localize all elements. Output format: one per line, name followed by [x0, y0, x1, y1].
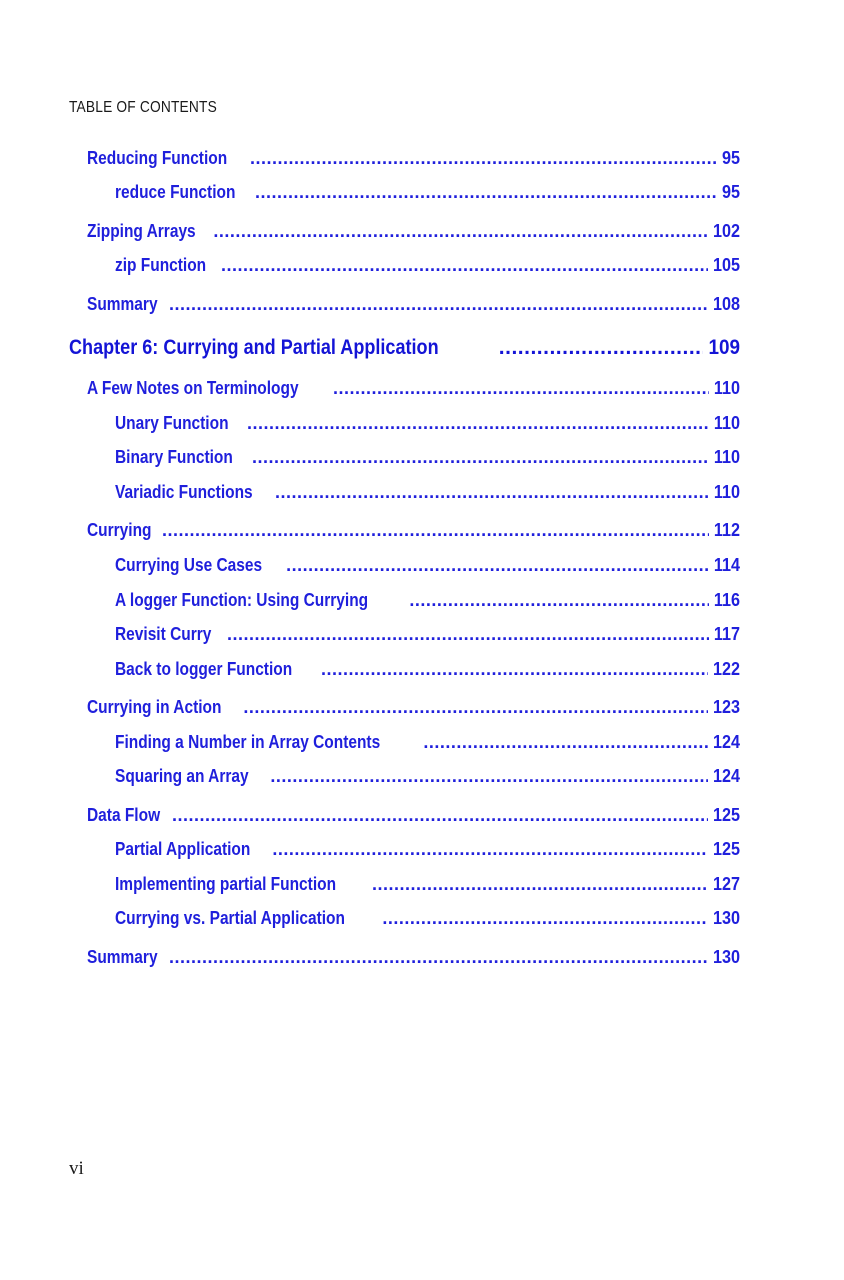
dot-leader	[162, 519, 709, 541]
toc-entry[interactable]	[87, 293, 740, 315]
toc-entry-title: Squaring an Array	[115, 766, 249, 786]
dot-leader	[255, 181, 718, 203]
toc-entry[interactable]	[87, 377, 740, 399]
dot-leader	[250, 147, 718, 169]
toc-entry-title: Currying Use Cases	[115, 555, 263, 575]
toc-entry[interactable]	[87, 147, 740, 169]
toc-entry-page: 109	[708, 336, 740, 359]
toc-entry-title: Reducing Function	[87, 148, 228, 168]
page-number: vi	[69, 1158, 84, 1179]
toc-entry-page: 112	[713, 520, 740, 540]
toc-entry-page: 110	[713, 482, 740, 502]
toc-entry-title: Back to logger Function	[115, 659, 293, 679]
dot-leader	[409, 589, 709, 611]
toc-entry-title: Revisit Curry	[115, 624, 212, 644]
toc-entry-title: Chapter 6: Currying and Partial Application	[69, 336, 439, 359]
toc-entry[interactable]	[115, 658, 740, 680]
toc-entry[interactable]	[115, 731, 740, 753]
toc-entry[interactable]	[115, 589, 740, 611]
toc-entry-title: Partial Application	[115, 839, 251, 859]
toc-entry[interactable]	[115, 254, 740, 276]
toc-entry-title: Zipping Arrays	[87, 221, 196, 241]
dot-leader	[221, 254, 708, 276]
toc-entry-page: 117	[713, 624, 740, 644]
dot-leader	[423, 731, 708, 753]
dot-leader	[252, 446, 709, 468]
dot-leader	[227, 623, 709, 645]
dot-leader	[243, 696, 708, 718]
toc-entry-page: 122	[712, 659, 740, 679]
toc-entry-title: Unary Function	[115, 413, 229, 433]
toc-entry-title: A Few Notes on Terminology	[87, 378, 299, 398]
toc-entry[interactable]	[115, 446, 740, 468]
toc-entry-page: 95	[721, 148, 740, 168]
toc-entry-page: 116	[713, 590, 740, 610]
dot-leader	[169, 946, 708, 968]
toc-entry-title: Variadic Functions	[115, 482, 253, 502]
toc-entry-title: A logger Function: Using Currying	[115, 590, 369, 610]
toc-entry[interactable]	[87, 519, 740, 541]
toc-entry-page: 124	[712, 766, 740, 786]
dot-leader	[270, 765, 708, 787]
toc-entry[interactable]	[87, 220, 740, 242]
toc-entry-title: Implementing partial Function	[115, 874, 337, 894]
toc-entry-title: Data Flow	[87, 805, 161, 825]
toc-entry-page: 105	[712, 255, 740, 275]
toc-entry[interactable]	[115, 765, 740, 787]
dot-leader	[372, 873, 708, 895]
toc-entry-page: 110	[713, 378, 740, 398]
dot-leader	[247, 412, 709, 434]
toc-entry[interactable]	[115, 181, 740, 203]
toc-entry-title: Finding a Number in Array Contents	[115, 732, 381, 752]
dot-leader	[321, 658, 708, 680]
toc-entry-page: 130	[712, 908, 740, 928]
toc-entry-page: 125	[712, 805, 740, 825]
toc-entry-title: reduce Function	[115, 182, 236, 202]
toc-entry-page: 108	[712, 294, 740, 314]
toc-entry[interactable]	[87, 946, 740, 968]
toc-entry[interactable]	[115, 412, 740, 434]
toc-entry-page: 127	[712, 874, 740, 894]
toc-entry[interactable]	[115, 623, 740, 645]
toc-entry-title: zip Function	[115, 255, 207, 275]
running-head: TABLE OF CONTENTS	[69, 99, 217, 116]
toc-entry-page: 130	[712, 947, 740, 967]
toc-entry[interactable]	[115, 554, 740, 576]
toc-entry[interactable]	[87, 696, 740, 718]
toc-entry-page: 114	[713, 555, 740, 575]
dot-leader	[172, 804, 708, 826]
dot-leader	[333, 377, 709, 399]
toc-entry-title: Currying	[87, 520, 152, 540]
toc-entry-page: 95	[721, 182, 740, 202]
toc-entry-page: 124	[712, 732, 740, 752]
toc-entry-title: Currying in Action	[87, 697, 222, 717]
toc-chapter-entry[interactable]	[69, 337, 740, 359]
dot-leader	[213, 220, 708, 242]
toc-entry[interactable]	[115, 838, 740, 860]
toc-entry[interactable]	[115, 481, 740, 503]
toc-entry-title: Summary	[87, 947, 158, 967]
toc-entry-page: 123	[712, 697, 740, 717]
dot-leader	[499, 337, 703, 359]
dot-leader	[169, 293, 708, 315]
dot-leader	[286, 554, 709, 576]
toc-entry-title: Currying vs. Partial Application	[115, 908, 345, 928]
toc-entry-page: 110	[713, 413, 740, 433]
toc-entry[interactable]	[87, 804, 740, 826]
toc-entry-page: 110	[713, 447, 740, 467]
toc-entry[interactable]	[115, 907, 740, 929]
toc-entry-page: 125	[712, 839, 740, 859]
dot-leader	[275, 481, 709, 503]
dot-leader	[382, 907, 708, 929]
toc-entry[interactable]	[115, 873, 740, 895]
toc-entry-page: 102	[712, 221, 740, 241]
toc-entry-title: Binary Function	[115, 447, 233, 467]
dot-leader	[272, 838, 708, 860]
toc-entry-title: Summary	[87, 294, 158, 314]
